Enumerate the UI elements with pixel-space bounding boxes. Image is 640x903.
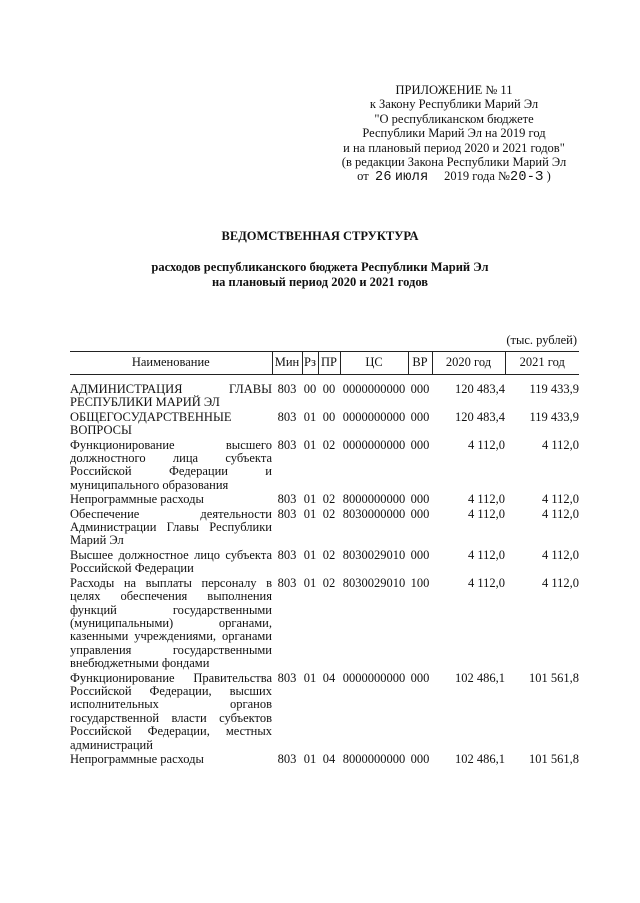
row-2020: 102 486,1 [455,670,505,685]
row-2020: 120 483,4 [455,409,505,424]
appendix-edition: (в редакции Закона Республики Марий Эл [341,155,567,170]
row-name: Высшее должностное лицо субъекта Российской Федерации [70,547,272,576]
row-2020: 4 112,0 [467,575,505,590]
row-rz: 01 [303,409,317,424]
row-rz: 00 [303,382,317,396]
law-number: 20-З [509,170,544,186]
row-2021: 101 561,8 [529,751,579,766]
date-year: 2019 года № [444,169,510,184]
row-2021: 119 433,9 [529,382,579,396]
header-2020: 2020 год [432,352,505,375]
row-min: 803 [277,506,297,521]
row-pr: 00 [322,382,336,396]
table-row [70,548,579,576]
row-2020: 120 483,4 [455,382,505,396]
row-vr: 100 [410,575,430,590]
row-2021: 4 112,0 [541,492,579,507]
row-2021: 119 433,9 [529,409,579,424]
row-vr: 000 [410,409,430,424]
row-name: Обеспечение деятельности Администрации Главы Республики Марий Эл [70,506,272,548]
header-vr: ВР [408,352,432,375]
row-rz: 01 [303,751,317,766]
budget-table [70,351,579,766]
table-row [70,492,579,506]
row-pr: 04 [322,670,336,685]
row-2021: 101 561,8 [529,670,579,685]
row-2021: 4 112,0 [541,547,579,562]
appendix-number: ПРИЛОЖЕНИЕ № 11 [395,83,513,97]
row-vr: 000 [410,670,430,685]
table-row [70,752,579,766]
row-cs: 8000000000 [342,492,406,507]
row-pr: 02 [322,437,336,452]
document-subtitle-2: на плановый период 2020 и 2021 годов [211,275,429,289]
row-vr: 000 [410,547,430,562]
row-2020: 102 486,1 [455,751,505,766]
row-rz: 01 [303,670,317,685]
date-day: 26 [374,170,392,186]
row-cs: 8030000000 [342,506,406,521]
row-min: 803 [277,382,297,396]
appendix-header [326,83,582,186]
row-cs: 0000000000 [342,670,406,685]
row-cs: 0000000000 [342,437,406,452]
row-min: 803 [277,751,297,766]
header-row [70,352,579,375]
header-pr: ПР [318,352,340,375]
row-2021: 4 112,0 [541,575,579,590]
row-min: 803 [277,437,297,452]
table-row [70,576,579,671]
row-name: ОБЩЕГОСУДАРСТВЕННЫЕ ВОПРОСЫ [70,409,232,438]
row-cs: 8000000000 [342,751,406,766]
appendix-law-title-3: и на плановый период 2020 и 2021 годов" [343,140,565,155]
row-pr: 02 [322,506,336,521]
row-vr: 000 [410,751,430,766]
row-2020: 4 112,0 [467,437,505,452]
date-month: июля [394,170,429,186]
appendix-law-title-1: "О республиканском бюджете [374,111,534,126]
row-pr: 02 [322,492,336,507]
row-pr: 02 [322,547,336,562]
header-min: Мин [272,352,302,375]
table-row [70,438,579,493]
row-2021: 4 112,0 [541,437,579,452]
row-min: 803 [277,547,297,562]
row-rz: 01 [303,575,317,590]
header-cs: ЦС [340,352,408,375]
row-name: Функционирование Правительства Российской Федерации, высших исполнительных органов государственной власти субъектов Российской Федерации, местных администраций [70,670,272,752]
document-subtitle-1: расходов республиканского бюджета Республики Марий Эл [151,260,489,274]
row-name: Непрограммные расходы [70,492,204,507]
header-rz: Рз [302,352,318,375]
row-name: Функционирование высшего должностного лица субъекта Российской Федерации и муниципального образования [70,437,272,492]
row-vr: 000 [410,437,430,452]
row-rz: 01 [303,506,317,521]
header-name: Наименование [70,352,272,375]
appendix-law-ref: к Закону Республики Марий Эл [369,97,539,112]
row-2020: 4 112,0 [467,547,505,562]
row-cs: 8030029010 [342,547,406,562]
table-body [70,375,579,767]
row-2021: 4 112,0 [541,506,579,521]
table-row [70,375,579,410]
row-cs: 8030029010 [342,575,406,590]
table-row [70,410,579,438]
row-vr: 000 [410,492,430,507]
row-2020: 4 112,0 [467,506,505,521]
row-pr: 00 [322,409,336,424]
date-suffix: ) [546,169,551,184]
table-row [70,671,579,752]
table-row [70,507,579,548]
appendix-law-title-2: Республики Марий Эл на 2019 год [362,126,546,141]
row-min: 803 [277,409,297,424]
row-vr: 000 [410,382,430,396]
row-name: Непрограммные расходы [70,751,204,766]
document-title: ВЕДОМСТВЕННАЯ СТРУКТУРА [221,229,419,243]
row-cs: 0000000000 [342,382,406,396]
row-name: Расходы на выплаты персоналу в целях обеспечения выполнения функций государственными (муниципальными) органами, казенными учреждениями, органами управления государственными внебюджетными фондами [70,575,272,671]
row-min: 803 [277,575,297,590]
row-name: АДМИНИСТРАЦИЯ ГЛАВЫ РЕСПУБЛИКИ МАРИЙ ЭЛ [70,382,272,410]
row-cs: 0000000000 [342,409,406,424]
row-2020: 4 112,0 [467,492,505,507]
table-header [70,352,579,375]
appendix-date-line [326,169,582,185]
row-rz: 01 [303,437,317,452]
row-rz: 01 [303,492,317,507]
row-min: 803 [277,492,297,507]
date-prefix: от [357,169,369,184]
units-label: (тыс. рублей) [506,333,577,347]
row-min: 803 [277,670,297,685]
row-pr: 02 [322,575,336,590]
row-rz: 01 [303,547,317,562]
header-2021: 2021 год [505,352,579,375]
row-pr: 04 [322,751,336,766]
row-vr: 000 [410,506,430,521]
